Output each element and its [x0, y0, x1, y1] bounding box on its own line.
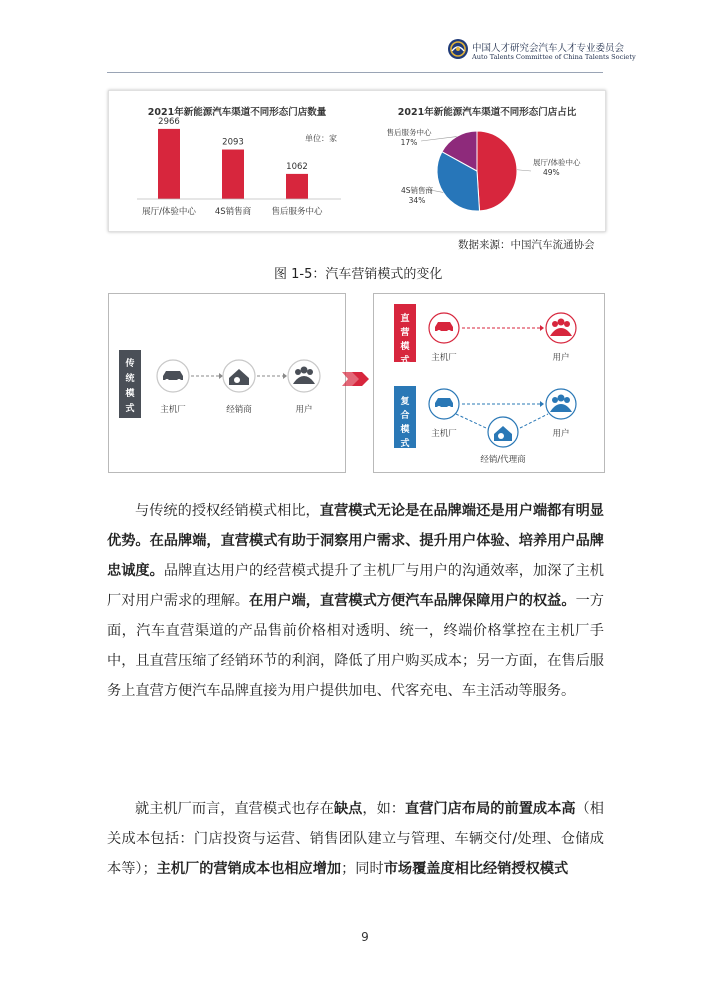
traditional-model-panel: [108, 293, 346, 473]
text-run: （相关成本包括：门店投资与运营、销售团队建立与管理、车辆交付/处理、仓储成本等）；: [107, 801, 604, 877]
bold-text-run: 缺点: [333, 801, 363, 817]
users-icon: [546, 389, 576, 419]
direct-model-tag-label: 直营模式: [400, 314, 410, 366]
bar-value-label: 2966: [158, 116, 180, 127]
charts-canvas: [109, 91, 605, 231]
node-label-user: 用户: [295, 405, 313, 415]
users-icon: [546, 313, 576, 343]
text-run: 一方面，汽车直营渠道的产品售前价格相对透明、统一，终端价格掌控在主机厂手中，且直营压缩了经销环节的利润，降低了用户购买成本；另一方面，在售后服务上直营方便汽车品牌直接为用户提供加电、代客充电、车主活动等服务。: [107, 593, 604, 699]
page-number: 9: [361, 930, 369, 944]
flow-arrow: [456, 414, 486, 428]
node-label-user: 用户: [552, 429, 570, 439]
bold-text-run: 直营模式无论是在品牌端还是用户端都有明显优势。在品牌端，直营模式有助于洞察用户需求、提升用户体验、培养用户品牌忠诚度。: [107, 503, 604, 579]
traditional-model-tag-label: 传统模式: [125, 359, 135, 414]
header-org-name-en: Auto Talents Committee of China Talents Society: [472, 53, 636, 61]
bold-text-run: 直营门店布局的前置成本高: [405, 801, 576, 817]
node-label-dealer: 经销商: [226, 405, 252, 415]
bold-text-run: 在用户端，直营模式方便汽车品牌保障用户的权益。: [249, 593, 576, 609]
bar-category-label: 4S销售商: [214, 207, 252, 217]
pie-chart-slices: [387, 127, 582, 211]
bar-chart-title: 2021年新能源汽车渠道不同形态门店数量: [147, 107, 327, 118]
bar-value-label: 1062: [286, 161, 308, 172]
node-label-dealer-agent: 经销/代理商: [480, 455, 526, 465]
users-icon: [288, 360, 320, 392]
data-source: 数据来源：中国汽车流通协会: [458, 239, 595, 251]
body-paragraph-1: [107, 496, 604, 706]
pie-chart-title: 2021年新能源汽车渠道不同形态门店占比: [397, 107, 577, 118]
text-run: 品牌直达用户的经营模式提升了主机厂与用户的沟通效率，加深了主机厂对用户需求的理解。: [107, 563, 604, 609]
header-divider: [107, 72, 603, 73]
text-run: 就主机厂而言，直营模式也存在: [135, 801, 334, 817]
hybrid-model-tag-label: 复合模式: [400, 397, 410, 449]
node-label-oem: 主机厂: [431, 429, 457, 439]
bar-chart-bars: [142, 117, 323, 217]
flow-arrow: [520, 414, 548, 428]
bar-chart-unit: 单位：家: [305, 134, 337, 143]
pie-slice-value: 34%: [408, 196, 426, 205]
text-run: ，如：: [362, 801, 406, 817]
pie-slice-label: 4S销售商: [400, 186, 434, 195]
traditional-model-diagram: [109, 294, 345, 472]
text-run: 与传统的授权经销模式相比，: [135, 503, 320, 519]
node-label-user: 用户: [552, 353, 570, 363]
body-paragraph-2: [107, 794, 604, 884]
pie-slice-label: 售后服务中心: [386, 128, 432, 137]
bold-text-run: 市场覆盖度相比经销授权模式: [383, 861, 569, 877]
pie-slice-value: 17%: [400, 138, 418, 147]
node-label-oem: 主机厂: [160, 405, 186, 415]
text-run: ；同时: [341, 861, 384, 877]
pie-slice: [477, 131, 517, 211]
figure-caption: 图 1-5：汽车营销模式的变化: [274, 267, 443, 282]
pie-slice-value: 49%: [543, 168, 560, 177]
pie-leader-line: [517, 170, 531, 171]
car-factory-icon: [429, 313, 459, 343]
arrow-head-icon: [540, 325, 544, 331]
car-factory-icon: [429, 389, 459, 419]
header-org-name-cn: 中国人才研究会汽车人才专业委员会: [472, 43, 625, 54]
new-model-panel: [373, 293, 605, 473]
new-model-diagram: [374, 294, 604, 472]
bar: [158, 129, 180, 199]
bar: [222, 150, 244, 199]
arrow-head-icon: [540, 401, 544, 407]
arrow-head-icon: [219, 373, 223, 379]
bar-value-label: 2093: [222, 137, 244, 148]
transition-arrow-icon: [340, 368, 374, 390]
car-factory-icon: [157, 360, 189, 392]
pie-slice-label: 展厅/体验中心: [533, 158, 581, 167]
arrow-head-icon: [283, 373, 287, 379]
bar-category-label: 售后服务中心: [271, 207, 323, 217]
bar: [286, 174, 308, 199]
dealer-store-icon: [223, 360, 255, 392]
bar-category-label: 展厅/体验中心: [142, 207, 196, 217]
org-logo-icon: [447, 38, 469, 60]
charts-panel: [108, 90, 606, 232]
node-label-oem: 主机厂: [431, 353, 457, 363]
dealer-store-icon: [488, 417, 518, 447]
bold-text-run: 主机厂的营销成本也相应增加: [156, 861, 342, 877]
